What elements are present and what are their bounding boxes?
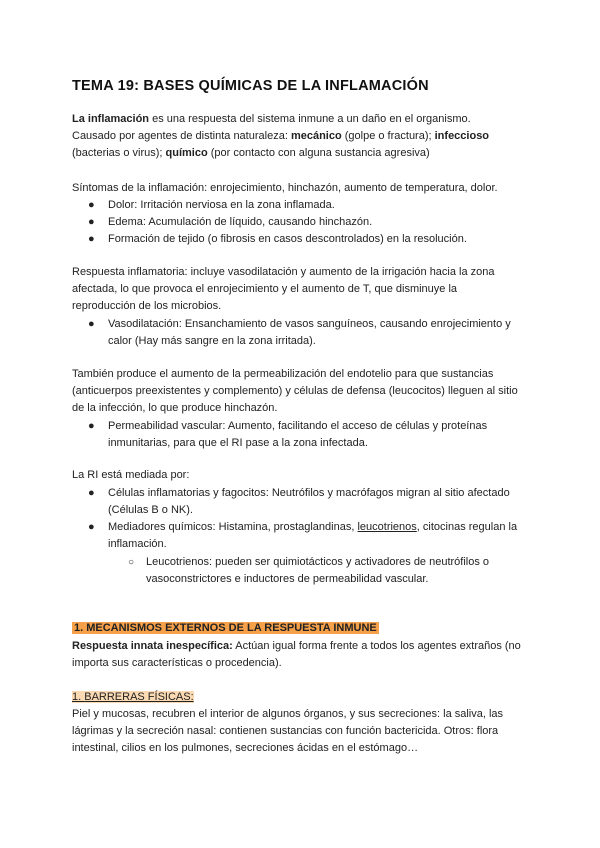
respuesta-line-1: Respuesta inflamatoria: incluye vasodilatación y aumento de la irrigación hacia la zona — [72, 266, 495, 278]
subsection-number: 1. — [72, 691, 85, 703]
bullet-icon: ● — [88, 521, 95, 533]
list-item-text: Células inflamatorias y fagocitos: Neutrófilos y macrófagos migran al sitio afectado — [108, 487, 510, 499]
list-item-text-part: , citocinas regulan la — [416, 521, 518, 533]
term-mecanico: mecánico — [290, 130, 342, 142]
term-infeccioso: infeccioso — [434, 130, 490, 142]
subsection-title: BARRERAS FÍSICAS: — [84, 691, 194, 703]
barreras-line-1: Piel y mucosas, recubren el interior de algunos órganos, y sus secreciones: la saliva, las — [72, 708, 504, 720]
respuesta-line-3: reproducción de los microbios. — [72, 300, 222, 312]
intro-line-2 — [72, 128, 532, 145]
bullet-icon: ● — [88, 216, 95, 228]
list-item-text: inflamación. — [108, 538, 167, 550]
term-inflamacion: La inflamación — [72, 113, 150, 125]
page-title: TEMA 19: BASES QUÍMICAS DE LA INFLAMACIÓN — [72, 78, 429, 94]
list-item-text: inmunitarias, para que el RI pase a la zona infectada. — [108, 437, 368, 449]
barreras-line-3: intestinal, cilios en los pulmones, secreciones ácidas en el estómago… — [72, 742, 419, 754]
intro-text: (bacterias o virus); — [72, 147, 166, 159]
respuesta-line-2: afectada, lo que provoca el enrojecimiento y el aumento de T, que disminuye la — [72, 283, 458, 295]
list-item-text: calor (Hay más sangre en la zona irritada). — [108, 335, 316, 347]
intro-text: es una respuesta del sistema inmune a un daño en el organismo. — [149, 113, 471, 125]
bullet-icon: ● — [88, 420, 95, 432]
permeab-line-2: (anticuerpos preexistentes y complemento) y células de defensa (leucocitos) lleguen al sitio — [72, 385, 518, 397]
bullet-icon: ● — [88, 318, 95, 330]
sub-list-item-text: vasoconstrictores e inductores de permeabilidad vascular. — [146, 573, 429, 585]
bullet-icon: ● — [88, 199, 95, 211]
intro-text: Causado por agentes de distinta naturaleza: — [72, 130, 291, 142]
intro-text: (por contacto con alguna sustancia agresiva) — [207, 147, 430, 159]
list-item-text — [108, 519, 532, 536]
section-heading — [72, 620, 532, 637]
bullet-icon: ● — [88, 233, 95, 245]
list-item-text: (Células B o NK). — [108, 504, 193, 516]
bullet-icon: ● — [88, 487, 95, 499]
list-item-text: Formación de tejido (o fibrosis en casos descontrolados) en la resolución. — [108, 233, 467, 245]
list-item-text: Permeabilidad vascular: Aumento, facilitando el acceso de células y proteínas — [108, 420, 488, 432]
list-item-text: Dolor: Irritación nerviosa en la zona inflamada. — [108, 199, 335, 211]
circle-bullet-icon: ○ — [128, 557, 135, 568]
section1-line-2: importa sus características o procedencia). — [72, 657, 282, 669]
sub-list-item-text: Leucotrienos: pueden ser quimiotácticos y activadores de neutrófilos o — [146, 556, 490, 568]
leucotrienos-link[interactable]: leucotrienos — [357, 521, 417, 533]
list-item-text: Vasodilatación: Ensanchamiento de vasos sanguíneos, causando enrojecimiento y — [108, 318, 511, 330]
permeab-line-3: de la infección, lo que produce hinchazón. — [72, 402, 278, 414]
term-quimico: químico — [165, 147, 208, 159]
term-respuesta-innata: Respuesta innata inespecífica: — [72, 640, 233, 652]
intro-line-1 — [72, 111, 532, 128]
sintomas-text: Síntomas de la inflamación: enrojecimiento, hinchazón, aumento de temperatura, dolor. — [72, 182, 498, 194]
intro-text: (golpe o fractura); — [341, 130, 435, 142]
section-heading-text: 1. MECANISMOS EXTERNOS DE LA RESPUESTA INMUNE — [74, 622, 377, 634]
section1-text: Actúan igual forma frente a todos los agentes extraños (no — [232, 640, 521, 652]
list-item-text: Edema: Acumulación de líquido, causando hinchazón. — [108, 216, 373, 228]
subsection-heading — [72, 689, 532, 706]
ri-text: La RI está mediada por: — [72, 469, 190, 481]
list-item-text-part: Mediadores químicos: Histamina, prostaglandinas, — [108, 521, 358, 533]
permeab-line-1: También produce el aumento de la permeabilización del endotelio para que sustancias — [72, 368, 494, 380]
section1-line-1 — [72, 638, 532, 655]
barreras-line-2: lágrimas y la secreción nasal: contienen sustancias con función bactericida. Otros: flora — [72, 725, 499, 737]
intro-line-3 — [72, 145, 532, 162]
subsection-heading-text — [72, 691, 194, 703]
